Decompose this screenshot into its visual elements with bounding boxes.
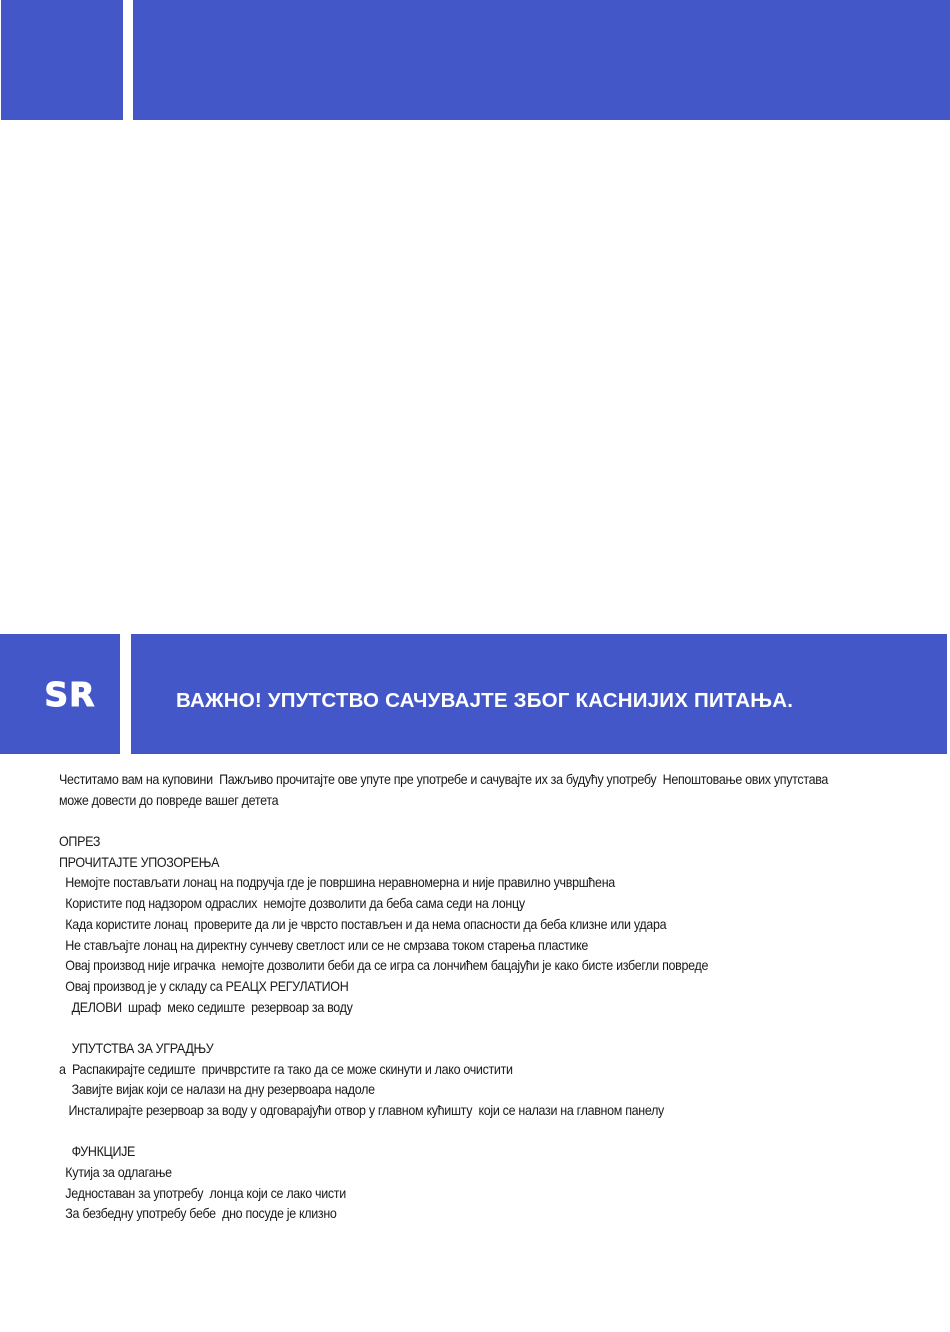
warning-item: Немојте постављати лонац на подручја где је површина неравномерна и није правилно учвршћена: [59, 875, 615, 891]
spacer: [59, 1018, 832, 1039]
instructions-body: [59, 770, 832, 1225]
page-title: ВАЖНО! УПУТСТВО САЧУВАЈТЕ ЗБОГ КАСНИЈИХ ПИТАЊА.: [176, 689, 794, 712]
spacer: [59, 1122, 832, 1143]
feature-item: За безбедну употребу бебе дно посуде је клизно: [59, 1206, 337, 1222]
intro-line: Честитамо вам на куповини Пажљиво прочитајте ове упуте пре употребе и сачувајте их за будућу употребу Непоштовање ових упутстава: [59, 772, 829, 787]
warning-item: Када користите лонац проверите да ли је чврсто постављен и да нема опасности да беба клизне или удара: [59, 916, 667, 932]
caution-title: ОПРЕЗ: [59, 834, 101, 850]
install-step: Завијте вијак који се налази на дну резервоара надоле: [59, 1082, 375, 1098]
warning-item: Користите под надзором одраслих немојте дозволити да беба сама седи на лонцу: [59, 896, 525, 912]
parts-line: ДЕЛОВИ шраф меко седиште резервоар за воду: [59, 999, 353, 1015]
warning-item: Овај производ је у складу са РЕАЦХ РЕГУЛАТИОН: [59, 978, 349, 994]
install-step: а Распакирајте седиште причврстите га тако да се може скинути и лако очистити: [59, 1061, 513, 1077]
feature-item: Кутија за одлагање: [59, 1165, 172, 1181]
language-code: SR: [44, 674, 96, 714]
intro-line: може довести до повреде вашег детета: [59, 792, 279, 808]
install-step: Инсталирајте резервоар за воду у одговарајући отвор у главном кућишту који се налази на главном панелу: [59, 1103, 665, 1118]
feature-item: Једноставан за употребу лонца који се лако чисти: [59, 1185, 346, 1201]
top-right-color-block: [133, 0, 950, 120]
spacer: [59, 811, 832, 832]
features-title: ФУНКЦИЈЕ: [59, 1144, 136, 1160]
top-left-color-block: [1, 0, 123, 120]
install-title: УПУТСТВА ЗА УГРАДЊУ: [59, 1040, 214, 1056]
warnings-title: ПРОЧИТАЈТЕ УПОЗОРЕЊА: [59, 854, 220, 870]
warning-item: Овај производ није играчка немојте дозволити беби да се игра са лончићем бацајући је како бисте избегли повреде: [59, 958, 709, 974]
warning-item: Не стављајте лонац на директну сунчеву светлост или се не смрзава током старења пластике: [59, 937, 589, 953]
